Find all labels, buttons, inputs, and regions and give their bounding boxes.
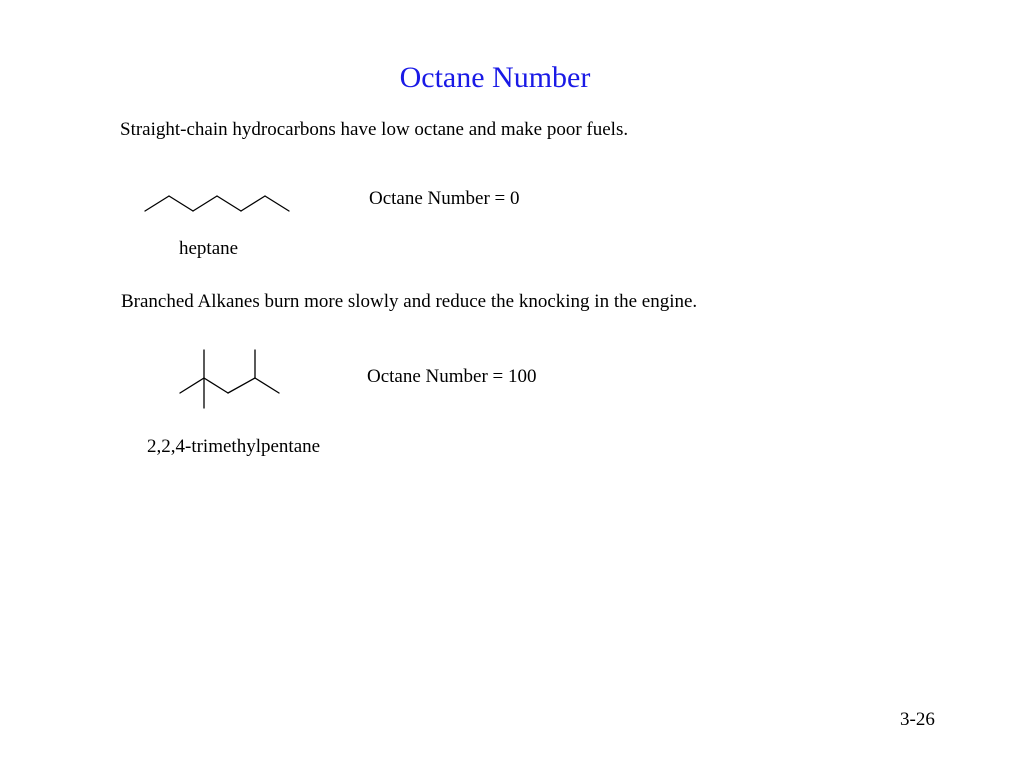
trimethylpentane-structure-icon (170, 343, 290, 413)
slide-title: Octane Number (399, 61, 591, 94)
intro-text: Straight-chain hydrocarbons have low octane and make poor fuels. (120, 119, 629, 140)
trimethylpentane-name-label: 2,2,4-trimethylpentane (147, 436, 321, 457)
heptane-octane-number: Octane Number = 0 (369, 188, 520, 209)
branched-alkanes-text: Branched Alkanes burn more slowly and reduce the knocking in the engine. (121, 291, 698, 312)
slide-number: 3-26 (900, 709, 935, 730)
trimethylpentane-octane-number: Octane Number = 100 (367, 366, 537, 387)
heptane-name-label: heptane (179, 238, 239, 259)
heptane-structure-icon (140, 190, 300, 220)
